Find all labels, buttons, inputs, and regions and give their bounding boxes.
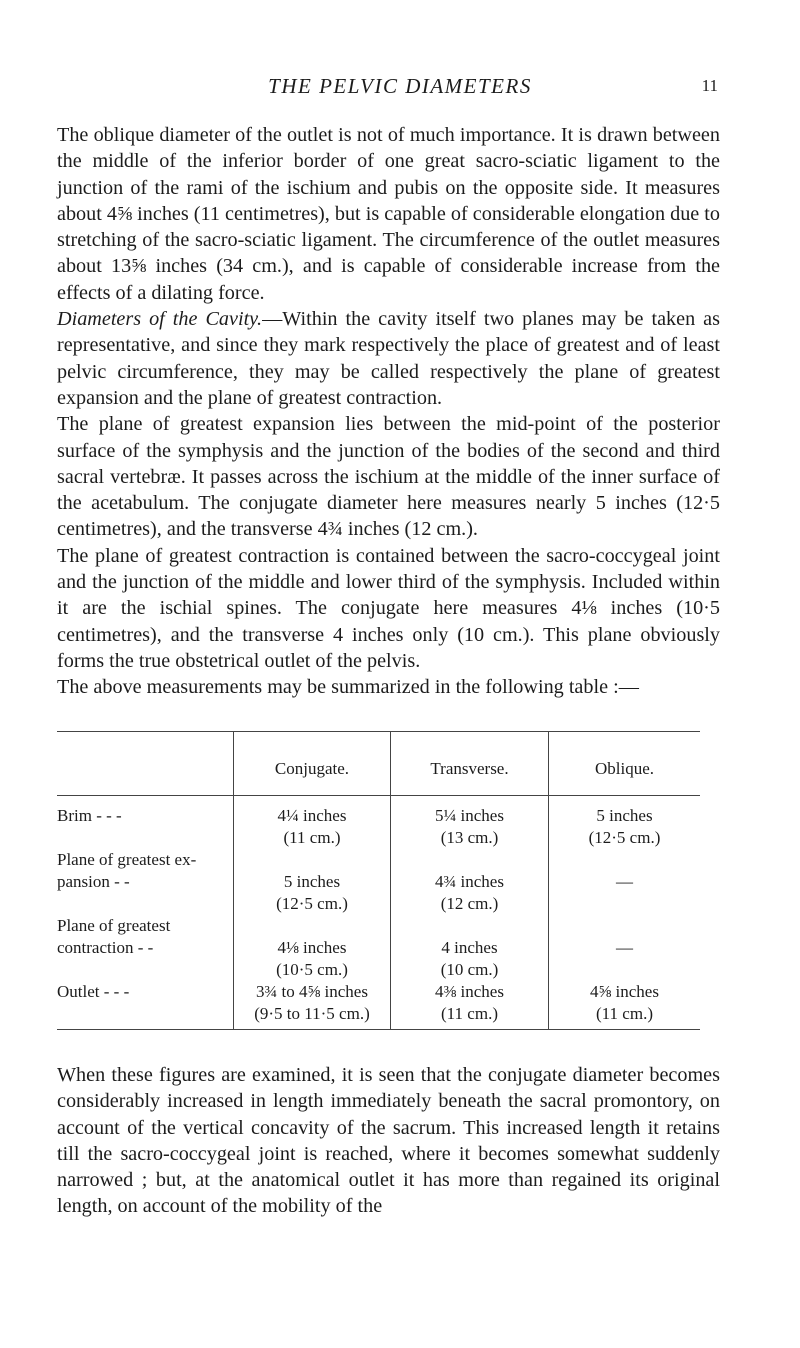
cell-expansion-conjugate <box>234 871 390 915</box>
cell-metric: (11 cm.) <box>283 828 341 847</box>
paragraph-greatest-contraction: The plane of greatest contraction is contained between the sacro-coccygeal joint and the junction of the middle and lower third of the symphysis. Included within it are the ischial spines. The conjugate here measures 4⅛ inches (10·5 centimetres), and the transverse 4 inches only (10 cm.). This plane obviously forms the true obstetrical outlet of the pelvis. <box>57 544 720 672</box>
cell-value: 3¾ to 4⅝ inches <box>256 982 368 1001</box>
cavity-heading: Diameters of the Cavity. <box>57 308 263 331</box>
paragraph-greatest-expansion: The plane of greatest expansion lies between the mid-point of the posterior surface of the symphysis and the junction of the bodies of the second and third sacral vertebræ. It passes across the ischium at the middle of the inner surface of the acetabulum. The conjugate diameter here measures nearly 5 inches (12·5 centimetres), and the transverse 4¾ inches (12 cm.). <box>57 413 720 541</box>
cell-metric: (13 cm.) <box>440 828 499 847</box>
cell-metric: (10·5 cm.) <box>276 960 348 979</box>
page-number: 11 <box>701 76 718 95</box>
cell-outlet-transverse <box>391 981 548 1025</box>
cell-value: 4⅝ inches <box>590 982 659 1001</box>
cell-value: 4¼ inches <box>277 806 347 825</box>
cell-contraction-transverse <box>391 937 548 981</box>
row-label-brim <box>57 805 227 827</box>
cell-expansion-oblique <box>549 871 700 893</box>
body-text-lower <box>57 1062 720 1220</box>
cell-expansion-transverse <box>391 871 548 915</box>
row-label-outlet <box>57 981 227 1003</box>
cell-value: 5 inches <box>283 872 341 891</box>
paragraph-table-intro: The above measurements may be summarized in the following table :— <box>57 676 639 699</box>
paragraph-diameters-cavity <box>57 306 720 411</box>
cell-outlet-oblique <box>549 981 700 1025</box>
table-header-rule <box>57 795 700 796</box>
cell-value: — <box>616 872 633 891</box>
row-label-line: Brim - - - <box>57 806 122 825</box>
cell-metric: (12 cm.) <box>440 894 499 913</box>
cell-outlet-conjugate <box>234 981 390 1025</box>
cell-metric: (11 cm.) <box>596 1004 653 1023</box>
paragraph-oblique-diameter: The oblique diameter of the outlet is not of much importance. It is drawn between the middle of the inferior border of one great sacro-sciatic ligament to the junction of the rami of the ischium and pubis on the opposite side. It measures about 4⅝ inches (11 centimetres), but is capable of considerable elongation due to stretching of the sacro-sciatic ligament. The circumference of the outlet measures about 13⅝ inches (34 cm.), and is capable of considerable increase from the effects of a dilating force. <box>57 124 720 304</box>
row-label-line: Outlet - - - <box>57 982 130 1001</box>
cell-value: 4 inches <box>441 938 498 957</box>
row-label-line: Plane of greatest <box>57 916 171 935</box>
row-label-line: contraction - - <box>57 938 154 957</box>
cell-metric: (9·5 to 11·5 cm.) <box>254 1004 370 1023</box>
page-header <box>0 74 800 110</box>
cell-brim-oblique <box>549 805 700 849</box>
row-label-greatest-contraction <box>57 915 227 959</box>
cell-metric: (12·5 cm.) <box>276 894 348 913</box>
cell-value: 5¼ inches <box>435 806 504 825</box>
cavity-text: —Within the cavity itself two planes may be taken as representative, and since they mark respectively the place of greatest and of least pelvic circumference, they may be called respectively the plane of greatest expansion and the plane of greatest contraction. <box>57 308 720 409</box>
cell-metric: (11 cm.) <box>441 1004 498 1023</box>
row-label-line: pansion - - <box>57 872 130 891</box>
row-label-greatest-expansion <box>57 849 227 893</box>
column-header-conjugate: Conjugate. <box>274 759 350 778</box>
cell-metric: (10 cm.) <box>440 960 499 979</box>
cell-contraction-conjugate <box>234 937 390 981</box>
cell-contraction-oblique <box>549 937 700 959</box>
table-bottom-rule <box>57 1029 700 1030</box>
paragraph-conclusion: When these figures are examined, it is seen that the conjugate diameter becomes considerably increased in length immediately beneath the sacral promontory, on account of the vertical concavity of the sacrum. This increased length it retains till the sacro-coccygeal joint is reached, where it becomes somewhat suddenly narrowed ; but, at the anatomical outlet it has more than regained its original length, on account of the mobility of the <box>57 1064 720 1218</box>
measurements-table <box>57 731 700 1031</box>
cell-brim-conjugate <box>234 805 390 849</box>
table-top-rule <box>57 731 700 732</box>
body-text-upper <box>57 122 720 701</box>
cell-brim-transverse <box>391 805 548 849</box>
cell-value: 4⅜ inches <box>435 982 504 1001</box>
column-header-oblique: Oblique. <box>594 759 655 778</box>
running-head: THE PELVIC DIAMETERS <box>268 74 532 98</box>
cell-value: — <box>616 938 633 957</box>
cell-value: 5 inches <box>596 806 653 825</box>
row-label-line: Plane of greatest ex- <box>57 850 197 869</box>
cell-value: 4¾ inches <box>435 872 504 891</box>
cell-value: 4⅛ inches <box>277 938 347 957</box>
column-header-transverse: Transverse. <box>430 759 509 778</box>
cell-metric: (12·5 cm.) <box>588 828 661 847</box>
